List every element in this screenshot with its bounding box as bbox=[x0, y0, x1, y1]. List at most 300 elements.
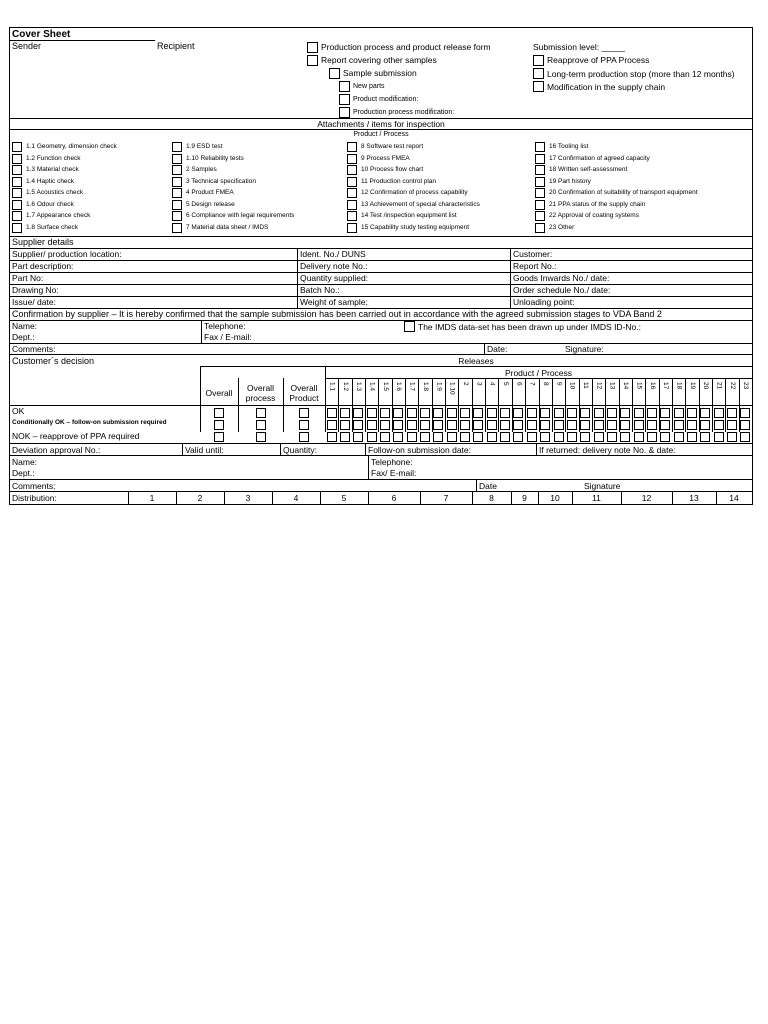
item-number-4: 1.4 bbox=[368, 382, 376, 392]
item-number-26: 17 bbox=[662, 382, 670, 390]
decision-ok: OK bbox=[12, 406, 25, 416]
supplier-field: Ident. No./ DUNS bbox=[300, 249, 366, 259]
decision-item-checkbox-1-5[interactable] bbox=[380, 408, 390, 418]
decision-item-checkbox-3-12[interactable] bbox=[473, 432, 483, 442]
decision-item-checkbox-1-18[interactable] bbox=[554, 408, 564, 418]
checkbox-new-parts[interactable] bbox=[339, 81, 350, 92]
decision-item-checkbox-2-13[interactable] bbox=[487, 420, 497, 430]
item-number-3: 1.3 bbox=[355, 382, 363, 392]
decision-item-checkbox-2-32[interactable] bbox=[740, 420, 750, 430]
supplier-field: Customer: bbox=[513, 249, 553, 259]
attachment-checkbox-1-1[interactable] bbox=[12, 142, 22, 152]
attachment-checkbox-1-5[interactable] bbox=[12, 188, 22, 198]
attachment-checkbox-1-7[interactable] bbox=[12, 211, 22, 221]
attachment-checkbox-4-7[interactable] bbox=[535, 211, 545, 221]
attachment-checkbox-2-3[interactable] bbox=[172, 165, 182, 175]
supplier-field: Issue/ date: bbox=[12, 297, 56, 307]
divider bbox=[10, 491, 752, 492]
form-title: Cover Sheet bbox=[12, 29, 71, 40]
decision-item-checkbox-2-21[interactable] bbox=[594, 420, 604, 430]
decision-item-checkbox-2-27[interactable] bbox=[674, 420, 684, 430]
item-number-19: 10 bbox=[568, 382, 576, 390]
decision-item-checkbox-3-1[interactable] bbox=[327, 432, 337, 442]
attachment-item: 21 PPA status of the supply chain bbox=[549, 200, 646, 208]
attachment-item: 1.4 Haptic check bbox=[26, 177, 75, 185]
decision-item-checkbox-1-12[interactable] bbox=[473, 408, 483, 418]
decision-item-checkbox-2-19[interactable] bbox=[567, 420, 577, 430]
decision-item-checkbox-1-11[interactable] bbox=[460, 408, 470, 418]
decision-product-checkbox-3[interactable] bbox=[299, 432, 309, 442]
decision-item-checkbox-2-9[interactable] bbox=[433, 420, 443, 430]
decision-overall-checkbox-3[interactable] bbox=[214, 432, 224, 442]
deviation-telephone: Telephone: bbox=[371, 457, 413, 467]
decision-item-checkbox-2-17[interactable] bbox=[540, 420, 550, 430]
decision-item-checkbox-3-22[interactable] bbox=[607, 432, 617, 442]
attachment-item: 2 Samples bbox=[186, 166, 217, 173]
decision-item-checkbox-2-25[interactable] bbox=[647, 420, 657, 430]
attachment-item: 11 Production control plan bbox=[361, 177, 437, 185]
decision-process-checkbox-3[interactable] bbox=[256, 432, 266, 442]
option-reapprove-ppa: Reapprove of PPA Process bbox=[547, 55, 650, 65]
distribution-number-4: 4 bbox=[293, 493, 299, 503]
decision-item-checkbox-3-11[interactable] bbox=[460, 432, 470, 442]
attachment-checkbox-4-3[interactable] bbox=[535, 165, 545, 175]
decision-item-checkbox-1-20[interactable] bbox=[580, 408, 590, 418]
checkbox-product-modification[interactable] bbox=[339, 94, 350, 105]
decision-overall-checkbox-1[interactable] bbox=[214, 408, 224, 418]
decision-item-checkbox-3-24[interactable] bbox=[634, 432, 644, 442]
attachment-checkbox-4-1[interactable] bbox=[535, 142, 545, 152]
decision-item-checkbox-1-13[interactable] bbox=[487, 408, 497, 418]
checkbox-other-samples[interactable] bbox=[307, 55, 318, 66]
divider bbox=[10, 260, 752, 261]
distribution-number-6: 6 bbox=[391, 493, 397, 503]
decision-item-checkbox-2-10[interactable] bbox=[447, 420, 457, 430]
attachment-checkbox-3-1[interactable] bbox=[347, 142, 357, 152]
decision-item-checkbox-2-5[interactable] bbox=[380, 420, 390, 430]
item-number-29: 20 bbox=[702, 382, 710, 390]
decision-item-checkbox-3-17[interactable] bbox=[540, 432, 550, 442]
divider bbox=[484, 343, 485, 354]
decision-item-checkbox-3-30[interactable] bbox=[714, 432, 724, 442]
checkbox-supply-chain-modification[interactable] bbox=[533, 81, 544, 92]
decision-item-checkbox-3-31[interactable] bbox=[727, 432, 737, 442]
item-number-25: 16 bbox=[648, 382, 656, 390]
decision-item-checkbox-1-3[interactable] bbox=[353, 408, 363, 418]
divider bbox=[365, 443, 366, 455]
attachment-item: 1.7 Appearance check bbox=[26, 212, 91, 219]
attachment-item: 9 Process FMEA bbox=[361, 154, 410, 162]
decision-item-checkbox-3-15[interactable] bbox=[513, 432, 523, 442]
supplier-field: Batch No.: bbox=[300, 285, 340, 295]
decision-item-checkbox-1-32[interactable] bbox=[740, 408, 750, 418]
attachment-item: 15 Capability study testing equipment bbox=[361, 223, 470, 231]
item-number-17: 8 bbox=[542, 382, 549, 386]
decision-item-checkbox-1-27[interactable] bbox=[674, 408, 684, 418]
attachment-checkbox-4-6[interactable] bbox=[535, 200, 545, 210]
divider bbox=[510, 248, 511, 308]
supplier-details-header: Supplier details bbox=[12, 237, 74, 247]
decision-item-checkbox-1-31[interactable] bbox=[727, 408, 737, 418]
supplier-field: Part description: bbox=[12, 261, 74, 271]
decision-item-checkbox-2-31[interactable] bbox=[727, 420, 737, 430]
attachment-item: 3 Technical specification bbox=[186, 177, 256, 185]
attachment-item: 13 Achievement of special characteristics bbox=[361, 200, 480, 208]
attachment-item: 16 Tooling list bbox=[549, 143, 589, 150]
decision-item-checkbox-3-2[interactable] bbox=[340, 432, 350, 442]
distribution-label: Distribution: bbox=[12, 493, 57, 503]
decision-item-checkbox-1-15[interactable] bbox=[513, 408, 523, 418]
confirmation-date: Date: bbox=[487, 344, 508, 354]
deviation-dept: Dept.: bbox=[12, 468, 35, 478]
decision-process-checkbox-2[interactable] bbox=[256, 420, 266, 430]
option-process-modification: Production process modification: bbox=[353, 109, 455, 116]
decision-item-checkbox-3-14[interactable] bbox=[500, 432, 510, 442]
overall-process-header: Overall process bbox=[245, 383, 276, 404]
divider bbox=[10, 284, 752, 285]
checkbox-reapprove-ppa[interactable] bbox=[533, 55, 544, 66]
distribution-number-13: 13 bbox=[689, 493, 699, 503]
confirmation-signature: Signature: bbox=[565, 344, 604, 354]
deviation-signature: Signature bbox=[584, 481, 621, 491]
decision-item-checkbox-3-28[interactable] bbox=[687, 432, 697, 442]
attachment-checkbox-4-2[interactable] bbox=[535, 154, 545, 164]
checkbox-imds[interactable] bbox=[404, 321, 415, 332]
imds-text: The IMDS data-set has been drawn up under IMDS ID-No.: bbox=[418, 322, 641, 332]
decision-item-checkbox-3-23[interactable] bbox=[620, 432, 630, 442]
attachment-item: 1.10 Reliability tests bbox=[186, 154, 244, 162]
attachment-checkbox-1-3[interactable] bbox=[12, 165, 22, 175]
attachment-checkbox-1-6[interactable] bbox=[12, 200, 22, 210]
attachment-checkbox-2-5[interactable] bbox=[172, 188, 182, 198]
decision-item-checkbox-1-4[interactable] bbox=[367, 408, 377, 418]
attachment-item: 6 Compliance with legal requirements bbox=[186, 212, 295, 219]
item-number-22: 13 bbox=[608, 382, 616, 390]
supplier-field: Quantity supplied: bbox=[300, 273, 369, 283]
attachment-checkbox-3-4[interactable] bbox=[347, 177, 357, 187]
decision-item-checkbox-3-18[interactable] bbox=[554, 432, 564, 442]
divider bbox=[10, 443, 752, 444]
item-number-6: 1.6 bbox=[395, 382, 403, 392]
confirmation-comments: Comments: bbox=[12, 344, 56, 354]
attachment-item: 18 Written self-assessment bbox=[549, 166, 628, 173]
attachment-checkbox-4-4[interactable] bbox=[535, 177, 545, 187]
attachment-checkbox-2-7[interactable] bbox=[172, 211, 182, 221]
decision-item-checkbox-1-10[interactable] bbox=[447, 408, 457, 418]
item-number-14: 5 bbox=[501, 382, 509, 386]
item-number-18: 9 bbox=[555, 382, 563, 386]
decision-item-checkbox-1-7[interactable] bbox=[407, 408, 417, 418]
decision-item-checkbox-2-28[interactable] bbox=[687, 420, 697, 430]
divider bbox=[10, 479, 752, 480]
divider bbox=[368, 455, 369, 479]
distribution-number-3: 3 bbox=[245, 493, 251, 503]
attachment-checkbox-3-7[interactable] bbox=[347, 211, 357, 221]
attachment-checkbox-2-6[interactable] bbox=[172, 200, 182, 210]
decision-item-checkbox-2-6[interactable] bbox=[393, 420, 403, 430]
attachment-checkbox-2-8[interactable] bbox=[172, 223, 182, 233]
checkbox-process-modification[interactable] bbox=[339, 107, 350, 118]
divider bbox=[10, 320, 752, 321]
attachment-checkbox-3-2[interactable] bbox=[347, 154, 357, 164]
attachment-item: 17 Confirmation of agreed capacity bbox=[549, 154, 650, 162]
supplier-field: Report No.: bbox=[513, 261, 557, 271]
distribution-number-1: 1 bbox=[149, 493, 155, 503]
attachments-subheader: Product / Process bbox=[353, 131, 409, 138]
supplier-field: Unloading point: bbox=[513, 297, 575, 307]
decision-item-checkbox-1-6[interactable] bbox=[393, 408, 403, 418]
decision-item-checkbox-3-7[interactable] bbox=[407, 432, 417, 442]
item-number-11: 2 bbox=[461, 382, 469, 386]
decision-item-checkbox-3-27[interactable] bbox=[674, 432, 684, 442]
attachment-checkbox-2-1[interactable] bbox=[172, 142, 182, 152]
supplier-field: Weight of sample: bbox=[300, 297, 368, 307]
decision-item-checkbox-2-4[interactable] bbox=[367, 420, 377, 430]
decision-item-checkbox-1-28[interactable] bbox=[687, 408, 697, 418]
decision-item-checkbox-1-16[interactable] bbox=[527, 408, 537, 418]
confirmation-dept: Dept.: bbox=[12, 332, 35, 342]
decision-item-checkbox-1-30[interactable] bbox=[714, 408, 724, 418]
item-number-30: 21 bbox=[715, 382, 723, 390]
attachment-checkbox-4-8[interactable] bbox=[535, 223, 545, 233]
decision-item-checkbox-1-25[interactable] bbox=[647, 408, 657, 418]
attachment-item: 1.1 Geometry, dimension check bbox=[26, 143, 117, 150]
decision-item-checkbox-1-21[interactable] bbox=[594, 408, 604, 418]
decision-item-checkbox-3-3[interactable] bbox=[353, 432, 363, 442]
decision-item-checkbox-2-23[interactable] bbox=[620, 420, 630, 430]
decision-item-checkbox-2-3[interactable] bbox=[353, 420, 363, 430]
decision-item-checkbox-2-7[interactable] bbox=[407, 420, 417, 430]
cover-sheet-form bbox=[9, 27, 753, 505]
item-number-9: 1.9 bbox=[435, 382, 443, 392]
decision-item-checkbox-3-9[interactable] bbox=[433, 432, 443, 442]
supplier-field: Part No: bbox=[12, 273, 44, 283]
attachment-item: 1.8 Surface check bbox=[26, 223, 79, 231]
attachment-item: 14 Test /inspection equipment list bbox=[361, 212, 457, 219]
attachment-item: 20 Confirmation of suitability of transport equipment bbox=[549, 189, 698, 196]
decision-item-checkbox-3-5[interactable] bbox=[380, 432, 390, 442]
item-number-7: 1.7 bbox=[408, 382, 416, 392]
item-number-28: 19 bbox=[688, 382, 696, 390]
releases-header: Releases bbox=[458, 356, 494, 366]
decision-item-checkbox-3-25[interactable] bbox=[647, 432, 657, 442]
decision-item-checkbox-2-22[interactable] bbox=[607, 420, 617, 430]
recipient-label: Recipient bbox=[157, 41, 195, 51]
divider bbox=[10, 272, 752, 273]
decision-item-checkbox-3-6[interactable] bbox=[393, 432, 403, 442]
decision-item-checkbox-3-29[interactable] bbox=[700, 432, 710, 442]
distribution-number-2: 2 bbox=[197, 493, 203, 503]
option-production-release: Production process and product release form bbox=[321, 42, 491, 52]
attachment-checkbox-2-4[interactable] bbox=[172, 177, 182, 187]
decision-item-checkbox-3-13[interactable] bbox=[487, 432, 497, 442]
distribution-number-5: 5 bbox=[341, 493, 347, 503]
option-other-samples: Report covering other samples bbox=[321, 55, 437, 65]
decision-item-checkbox-1-1[interactable] bbox=[327, 408, 337, 418]
supplier-field: Supplier/ production location: bbox=[12, 249, 122, 259]
divider bbox=[201, 320, 202, 343]
attachments-header: Attachments / items for inspection bbox=[317, 119, 445, 129]
decision-nok: NOK – reapprove of PPA required bbox=[12, 431, 140, 441]
decision-item-checkbox-2-24[interactable] bbox=[634, 420, 644, 430]
attachment-checkbox-3-6[interactable] bbox=[347, 200, 357, 210]
attachment-checkbox-3-8[interactable] bbox=[347, 223, 357, 233]
distribution-number-14: 14 bbox=[729, 493, 739, 503]
attachment-checkbox-3-5[interactable] bbox=[347, 188, 357, 198]
deviation-if-returned: If returned: delivery note No. & date: bbox=[539, 445, 676, 455]
divider bbox=[280, 443, 281, 455]
distribution-number-12: 12 bbox=[641, 493, 652, 503]
decision-item-checkbox-2-8[interactable] bbox=[420, 420, 430, 430]
divider bbox=[10, 296, 752, 297]
decision-item-checkbox-2-29[interactable] bbox=[700, 420, 710, 430]
supplier-field: Order schedule No./ date: bbox=[513, 285, 611, 295]
attachment-item: 4 Product FMEA bbox=[186, 189, 234, 196]
confirmation-text: Confirmation by supplier – It is hereby confirmed that the sample submission has been carried out in accordance with the agreed submission stages to VDA Band 2 bbox=[12, 309, 662, 319]
decision-item-checkbox-2-16[interactable] bbox=[527, 420, 537, 430]
option-long-term-stop: Long-term production stop (more than 12 months) bbox=[547, 69, 735, 79]
decision-item-checkbox-1-29[interactable] bbox=[700, 408, 710, 418]
decision-item-checkbox-3-26[interactable] bbox=[660, 432, 670, 442]
checkbox-sample-submission[interactable] bbox=[329, 68, 340, 79]
attachment-checkbox-3-3[interactable] bbox=[347, 165, 357, 175]
attachment-checkbox-1-4[interactable] bbox=[12, 177, 22, 187]
submission-level-label: Submission level: _____ bbox=[533, 42, 626, 52]
item-number-27: 18 bbox=[675, 382, 683, 390]
divider bbox=[10, 455, 752, 456]
deviation-date: Date bbox=[479, 481, 497, 491]
attachment-item: 22 Approval of coating systems bbox=[549, 212, 639, 219]
deviation-fax: Fax/ E-mail: bbox=[371, 468, 417, 478]
deviation-comments: Comments: bbox=[12, 481, 56, 491]
item-number-13: 4 bbox=[488, 382, 496, 386]
option-sample-submission: Sample submission bbox=[343, 68, 417, 78]
decision-item-checkbox-2-20[interactable] bbox=[580, 420, 590, 430]
attachment-checkbox-2-2[interactable] bbox=[172, 154, 182, 164]
decision-item-checkbox-1-14[interactable] bbox=[500, 408, 510, 418]
overall-header: Overall bbox=[205, 388, 233, 398]
decision-overall-checkbox-2[interactable] bbox=[214, 420, 224, 430]
attachment-checkbox-4-5[interactable] bbox=[535, 188, 545, 198]
decision-item-checkbox-3-16[interactable] bbox=[527, 432, 537, 442]
decision-item-checkbox-3-10[interactable] bbox=[447, 432, 457, 442]
decision-item-checkbox-1-24[interactable] bbox=[634, 408, 644, 418]
item-number-31: 22 bbox=[728, 382, 736, 390]
decision-item-checkbox-3-8[interactable] bbox=[420, 432, 430, 442]
distribution-number-11: 11 bbox=[592, 493, 601, 503]
attachment-item: 5 Design release bbox=[186, 200, 235, 208]
decision-item-checkbox-1-17[interactable] bbox=[540, 408, 550, 418]
confirmation-name: Name: bbox=[12, 321, 38, 331]
deviation-quantity: Quantity: bbox=[283, 445, 318, 455]
item-number-15: 6 bbox=[515, 382, 523, 386]
supplier-field: Drawing No: bbox=[12, 285, 59, 295]
confirmation-fax: Fax / E-mail: bbox=[204, 332, 252, 342]
decision-item-checkbox-1-23[interactable] bbox=[620, 408, 630, 418]
decision-item-checkbox-2-30[interactable] bbox=[714, 420, 724, 430]
distribution-number-10: 10 bbox=[550, 493, 560, 503]
decision-product-checkbox-1[interactable] bbox=[299, 408, 309, 418]
item-number-21: 12 bbox=[595, 382, 603, 390]
decision-product-checkbox-2[interactable] bbox=[299, 420, 309, 430]
attachment-item: 12 Confirmation of process capability bbox=[361, 189, 468, 196]
attachment-item: 8 Software test report bbox=[361, 143, 424, 150]
deviation-valid-until: Valid until: bbox=[185, 445, 224, 455]
decision-item-checkbox-2-15[interactable] bbox=[513, 420, 523, 430]
decision-item-checkbox-2-14[interactable] bbox=[500, 420, 510, 430]
item-number-5: 1.5 bbox=[381, 382, 389, 392]
divider bbox=[200, 366, 752, 367]
item-number-24: 15 bbox=[635, 382, 643, 390]
decision-item-checkbox-3-21[interactable] bbox=[594, 432, 604, 442]
option-new-parts: New parts bbox=[353, 83, 385, 90]
divider bbox=[10, 129, 752, 130]
decision-item-checkbox-3-19[interactable] bbox=[567, 432, 577, 442]
item-number-20: 11 bbox=[582, 382, 590, 389]
decision-item-checkbox-2-1[interactable] bbox=[327, 420, 337, 430]
decision-item-checkbox-2-12[interactable] bbox=[473, 420, 483, 430]
decision-item-checkbox-3-4[interactable] bbox=[367, 432, 377, 442]
decision-process-checkbox-1[interactable] bbox=[256, 408, 266, 418]
decision-item-checkbox-1-2[interactable] bbox=[340, 408, 350, 418]
decision-item-checkbox-2-11[interactable] bbox=[460, 420, 470, 430]
attachment-checkbox-1-2[interactable] bbox=[12, 154, 22, 164]
divider bbox=[10, 343, 752, 344]
decision-item-checkbox-3-32[interactable] bbox=[740, 432, 750, 442]
decision-item-checkbox-2-18[interactable] bbox=[554, 420, 564, 430]
item-number-32: 23 bbox=[742, 382, 750, 390]
decision-item-checkbox-2-26[interactable] bbox=[660, 420, 670, 430]
item-number-10: 1.10 bbox=[448, 382, 456, 395]
overall-product-header: Overall Product bbox=[289, 383, 319, 404]
distribution-number-8: 8 bbox=[489, 493, 494, 503]
deviation-approval-no: Deviation approval No.: bbox=[12, 445, 101, 455]
decision-item-checkbox-1-26[interactable] bbox=[660, 408, 670, 418]
checkbox-production-release[interactable] bbox=[307, 42, 318, 53]
divider bbox=[476, 479, 477, 491]
attachment-item: 1.2 Function check bbox=[26, 154, 81, 162]
divider bbox=[200, 366, 201, 432]
decision-item-checkbox-1-22[interactable] bbox=[607, 408, 617, 418]
decision-item-checkbox-1-19[interactable] bbox=[567, 408, 577, 418]
decision-item-checkbox-1-8[interactable] bbox=[420, 408, 430, 418]
sender-label: Sender bbox=[12, 41, 42, 51]
item-number-1: 1.1 bbox=[328, 382, 336, 392]
item-number-23: 14 bbox=[622, 382, 630, 390]
attachment-item: 1.6 Odour check bbox=[26, 200, 74, 208]
confirmation-telephone: Telephone: bbox=[204, 321, 246, 331]
distribution-number-7: 7 bbox=[443, 493, 449, 503]
checkbox-long-term-stop[interactable] bbox=[533, 68, 544, 79]
decision-item-checkbox-3-20[interactable] bbox=[580, 432, 590, 442]
product-process-header: Product / Process bbox=[504, 368, 573, 378]
attachment-item: 23 Other bbox=[549, 223, 575, 231]
attachment-item: 7 Material data sheet / IMDS bbox=[186, 223, 269, 231]
decision-item-checkbox-2-2[interactable] bbox=[340, 420, 350, 430]
supplier-field: Delivery note No.: bbox=[300, 261, 368, 271]
attachment-item: 1.5 Acoustics check bbox=[26, 189, 84, 196]
divider bbox=[536, 443, 537, 455]
item-number-2: 1.2 bbox=[341, 382, 349, 392]
divider bbox=[10, 354, 752, 355]
attachment-item: 1.9 ESD test bbox=[186, 143, 223, 150]
decision-item-checkbox-1-9[interactable] bbox=[433, 408, 443, 418]
item-number-16: 7 bbox=[528, 382, 536, 386]
attachment-item: 1.3 Material check bbox=[26, 166, 79, 173]
divider bbox=[10, 405, 752, 406]
distribution-number-9: 9 bbox=[522, 493, 527, 503]
attachment-checkbox-1-8[interactable] bbox=[12, 223, 22, 233]
